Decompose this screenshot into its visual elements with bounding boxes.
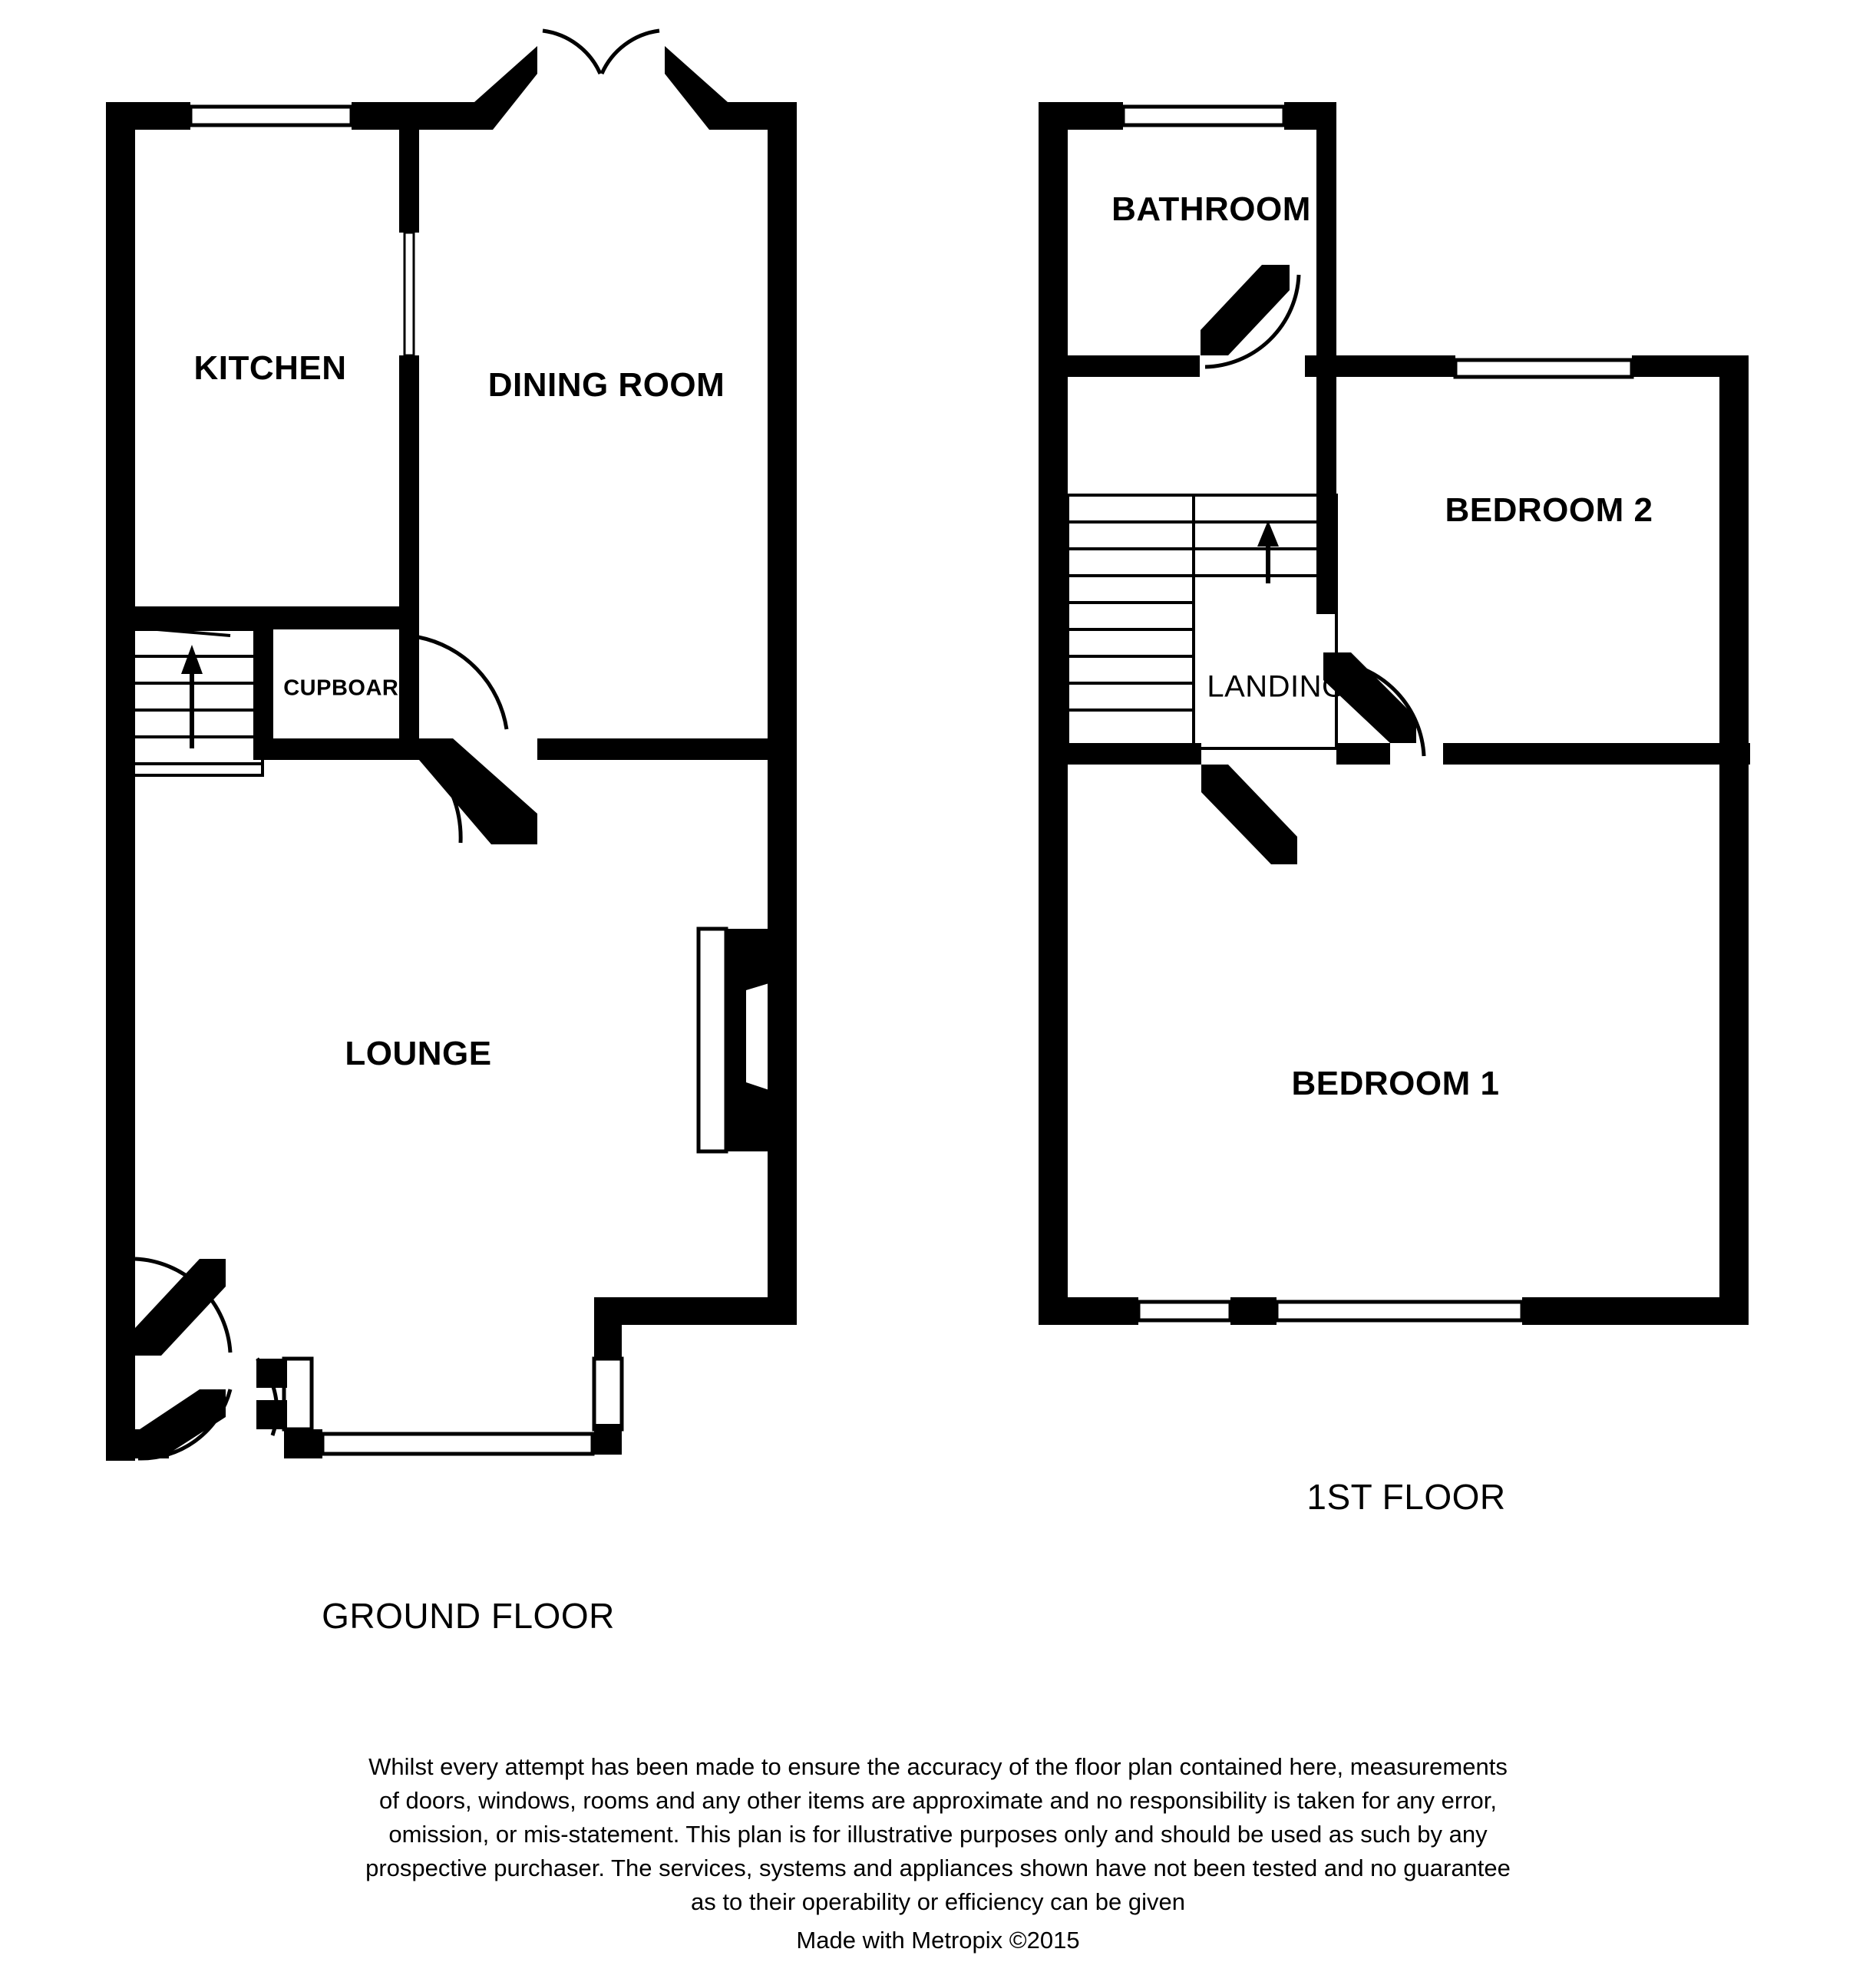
room-label-bedroom-2: BEDROOM 2 — [1445, 491, 1653, 529]
room-label-dining-room: DINING ROOM — [487, 366, 725, 404]
ground-stairs — [124, 629, 263, 775]
room-label-bedroom-1: BEDROOM 1 — [1291, 1065, 1500, 1102]
disclaimer-line-3: omission, or mis-statement. This plan is for illustrative purposes only and should be used as such by any — [388, 1821, 1488, 1848]
made-with-credit: Made with Metropix ©2015 — [796, 1927, 1080, 1954]
room-label-bathroom: BATHROOM — [1111, 190, 1311, 228]
ground-floor-plan — [106, 31, 797, 1461]
first-floor-plan — [1039, 102, 1750, 1325]
first-floor-stairs — [1068, 495, 1336, 748]
room-label-cupboard: CUPBOARD — [283, 675, 415, 701]
room-label-lounge: LOUNGE — [345, 1035, 492, 1072]
floor-title-first: 1ST FLOOR — [1306, 1477, 1506, 1517]
disclaimer-line-2: of doors, windows, rooms and any other items are approximate and no responsibility is taken for any error, — [378, 1787, 1497, 1815]
disclaimer-text — [209, 1750, 1667, 1957]
room-label-landing: LANDING — [1207, 669, 1346, 704]
disclaimer-line-5: as to their operability or efficiency can be given — [691, 1888, 1185, 1916]
room-label-kitchen: KITCHEN — [193, 349, 347, 387]
disclaimer-line-1: Whilst every attempt has been made to ensure the accuracy of the floor plan contained here, measurements — [368, 1753, 1508, 1780]
disclaimer-line-4: prospective purchaser. The services, systems and appliances shown have not been tested and no guarantee — [365, 1855, 1511, 1882]
floor-title-ground: GROUND FLOOR — [322, 1596, 615, 1636]
